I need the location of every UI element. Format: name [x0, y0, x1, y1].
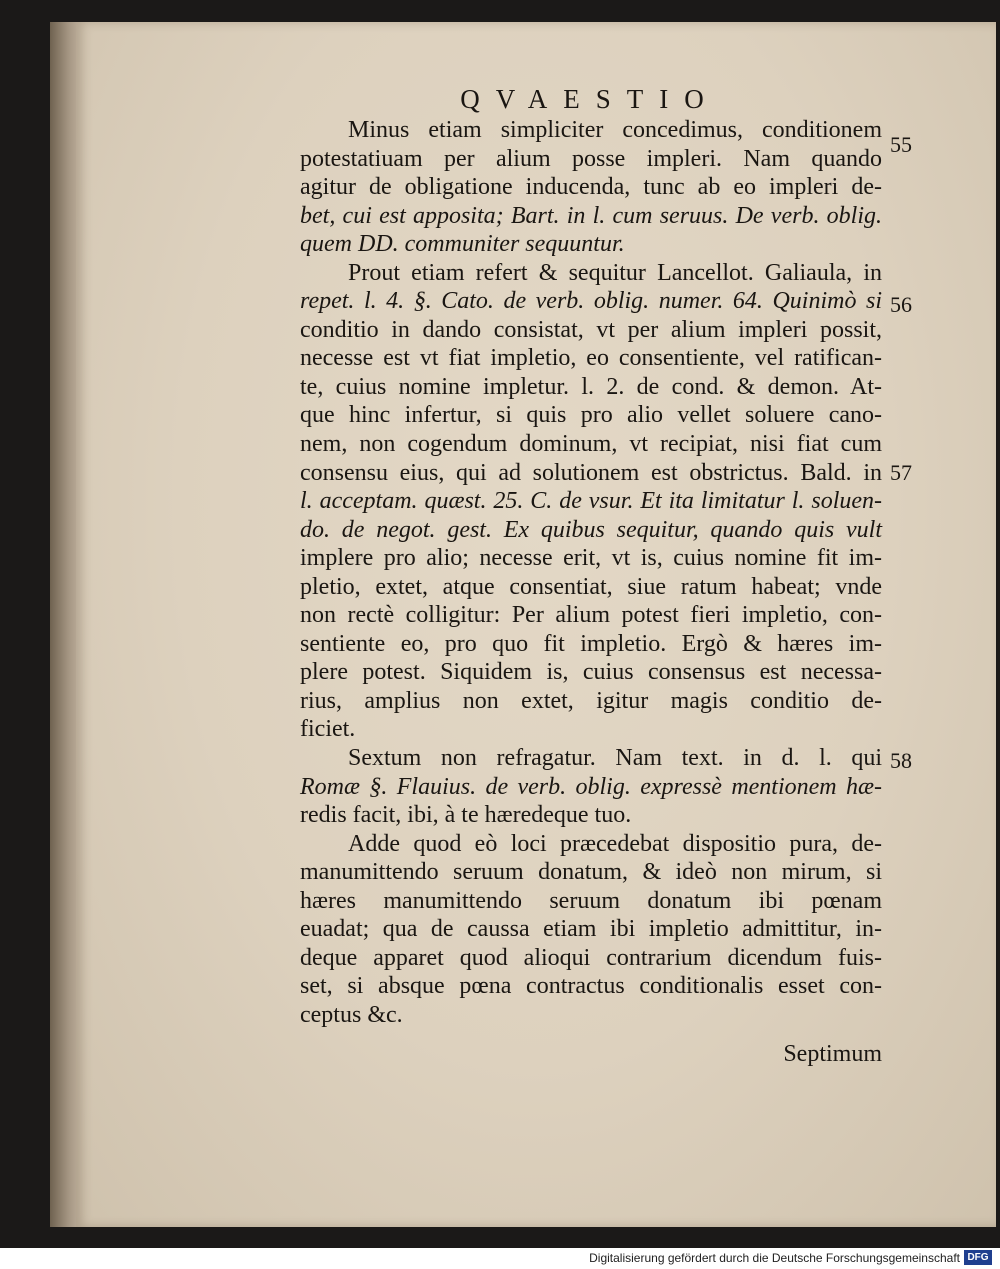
text-line: pletio, extet, atque consentiat, siue ratum habeat; vnde [300, 573, 882, 600]
text-line: que hinc infertur, si quis pro alio vellet soluere cano- [300, 402, 882, 429]
text-line: hæres manumittendo seruum donatum ibi pœnam [300, 887, 882, 914]
text-line: Prout etiam refert & sequitur Lancellot. Galiaula, in [348, 259, 882, 286]
funding-notice: Digitalisierung gefördert durch die Deutsche Forschungsgemeinschaft [589, 1251, 960, 1265]
text-line: potestatiuam per alium posse impleri. Nam quando [300, 145, 882, 172]
margin-number: 57 [890, 460, 912, 485]
text-line: Minus etiam simpliciter concedimus, conditionem [348, 117, 882, 143]
margin-number: 58 [890, 748, 912, 773]
text-line: Sextum non refragatur. Nam text. in d. l. qui [348, 745, 882, 772]
margin-number: 56 [890, 292, 912, 317]
text-line: set, si absque pœna contractus conditionalis esset con- [300, 973, 882, 1000]
text-line: Adde quod eò loci præcedebat dispositio pura, de- [348, 830, 882, 857]
text-line: agitur de obligatione inducenda, tunc ab eo impleri de- [300, 174, 882, 201]
text-line: do. de negot. gest. Ex quibus sequitur, quando quis vult [300, 516, 882, 543]
dfg-logo-icon: DFG [964, 1250, 992, 1265]
margin-number: 55 [890, 132, 912, 157]
text-line: non rectè colligitur: Per alium potest fieri impletio, con- [300, 602, 882, 629]
footer-bar [0, 1248, 1000, 1269]
text-line: necesse est vt fiat impletio, eo consentiente, vel ratifican- [300, 345, 882, 372]
text-line: l. acceptam. quæst. 25. C. de vsur. Et ita limitatur l. soluen- [300, 488, 882, 515]
body-text [300, 116, 882, 1068]
text-line: manumittendo seruum donatum, & ideò non mirum, si [300, 859, 882, 886]
text-line: rius, amplius non extet, igitur magis conditio de- [300, 687, 882, 714]
text-line: euadat; qua de caussa etiam ibi impletio admittitur, in- [300, 916, 882, 943]
text-line: bet, cui est apposita; Bart. in l. cum seruus. De verb. oblig. [300, 202, 882, 229]
text-line: redis facit, ibi, à te hæredeque tuo. [300, 802, 632, 829]
catchword: Septimum [783, 1040, 882, 1067]
text-line: plere potest. Siquidem is, cuius consensus est necessa- [300, 659, 882, 686]
text-line: repet. l. 4. §. Cato. de verb. oblig. numer. 64. Quinimò si [300, 288, 882, 315]
text-line: consensu eius, qui ad solutionem est obstrictus. Bald. in [300, 459, 882, 486]
text-line: ficiet. [300, 716, 356, 743]
text-line: ceptus &c. [300, 1001, 403, 1028]
text-line: te, cuius nomine impletur. l. 2. de cond. & demon. At- [300, 373, 882, 400]
text-line: sentiente eo, pro quo fit impletio. Ergò & hæres im- [300, 630, 882, 657]
text-line: conditio in dando consistat, vt per alium impleri possit, [300, 316, 882, 343]
text-line: Romæ §. Flauius. de verb. oblig. expressè mentionem hæ- [300, 773, 882, 800]
running-head: QVAESTIO [460, 84, 720, 114]
text-line: nem, non cogendum dominum, vt recipiat, nisi fiat cum [300, 431, 882, 458]
text-line: deque apparet quod alioqui contrarium dicendum fuis- [300, 944, 882, 971]
text-line: quem DD. communiter sequuntur. [300, 231, 625, 258]
text-line: implere pro alio; necesse erit, vt is, cuius nomine fit im- [300, 545, 882, 572]
